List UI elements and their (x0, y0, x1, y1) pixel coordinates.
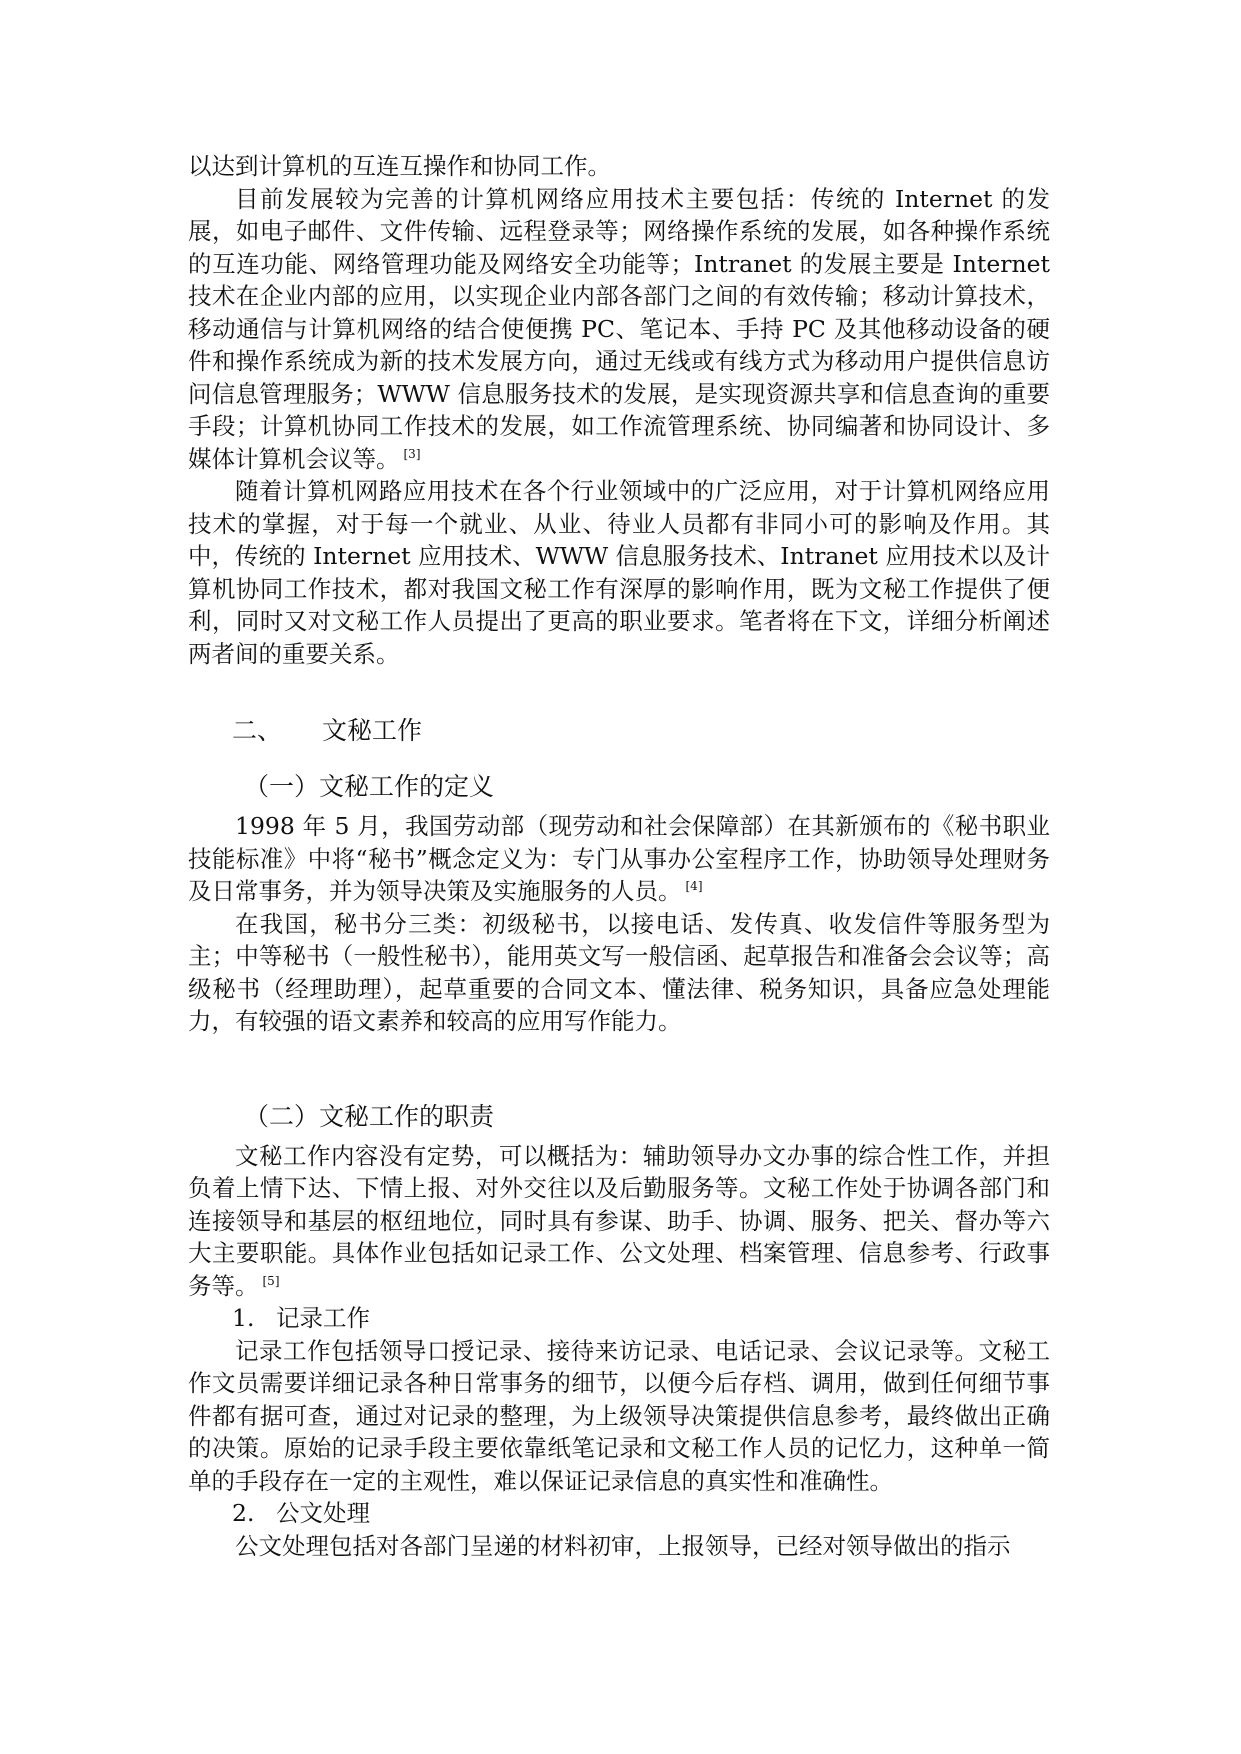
paragraph-recording: 记录工作包括领导口授记录、接待来访记录、电话记录、会议记录等。文秘工作文员需要详细记录各种日常事务的细节，以便今后存档、调用，做到任何细节事件都有据可查，通过对记录的整理，为上级领导决策提供信息参考，最终做出正确的决策。原始的记录手段主要依靠纸笔记录和文秘工作人员的记忆力，这种单一简单的手段存在一定的主观性，难以保证记录信息的真实性和准确性。 (188, 1336, 1050, 1495)
paragraph-documents: 公文处理包括对各部门呈递的材料初审，上报领导，已经对领导做出的指示 (235, 1531, 1011, 1560)
paragraph-text: 1998 年 5 月，我国劳动部（现劳动和社会保障部）在其新颁布的《秘书职业技能标准》中将“秘书”概念定义为：专门从事办公室程序工作，协助领导处理财务及日常事务，并为领导决策及实施服务的人员。 (188, 812, 1050, 905)
section-heading (188, 714, 1050, 748)
document-page (188, 150, 1050, 1562)
paragraph-intro-end: 以达到计算机的互连互操作和协同工作。 (188, 152, 611, 180)
paragraph-text: 文秘工作内容没有定势，可以概括为：辅助领导办文办事的综合性工作，并担负着上情下达、下情上报、对外交往以及后勤服务等。文秘工作处于协调各部门和连接领导和基层的枢纽地位，同时具有参谋、助手、协调、服务、把关、督办等六大主要职能。具体作业包括如记录工作、公文处理、档案管理、信息参考、行政事务等。 (188, 1141, 1050, 1300)
subsection-heading-definition: （一）文秘工作的定义 (244, 772, 495, 801)
list-item-number: 1. (232, 1304, 255, 1332)
list-item-title: 公文处理 (276, 1499, 370, 1527)
citation-ref: [4] (685, 879, 703, 894)
citation-ref: [5] (262, 1273, 280, 1288)
subsection-heading-duties: （二）文秘工作的职责 (244, 1101, 495, 1131)
paragraph-network-application: 随着计算机网路应用技术在各个行业领域中的广泛应用，对于计算机网络应用技术的掌握，对于每一个就业、从业、待业人员都有非同小可的影响及作用。其中，传统的 Internet 应用技术、WWW 信息服务技术、Intranet 应用技术以及计算机协同工作技术，都对我国文秘工作有深厚的影响作用，既为文秘工作提供了便利，同时又对文秘工作人员提出了更高的职业要求。笔者将在下文，详细分析阐述两者间的重要关系。 (188, 477, 1050, 668)
paragraph-network-tech (188, 183, 1050, 476)
list-item-number: 2. (232, 1499, 255, 1527)
section-title: 文秘工作 (322, 716, 423, 745)
list-item-title: 记录工作 (276, 1304, 370, 1332)
paragraph-duties (188, 1140, 1050, 1303)
paragraph-definition (188, 810, 1050, 908)
citation-ref: [3] (403, 446, 421, 461)
paragraph-text: 目前发展较为完善的计算机网络应用技术主要包括：传统的 Internet 的发展，如电子邮件、文件传输、远程登录等；网络操作系统的发展，如各种操作系统的互连功能、网络管理功能及网络安全功能等；Intranet 的发展主要是 Internet 技术在企业内部的应用，以实现企业内部各部门之间的有效传输；移动计算技术，移动通信与计算机网络的结合使便携 PC、笔记本、手持 PC 及其他移动设备的硬件和操作系统成为新的技术发展方向，通过无线或有线方式为移动用户提供信息访问信息管理服务；WWW 信息服务技术的发展，是实现资源共享和信息查询的重要手段；计算机协同工作技术的发展，如工作流管理系统、协同编著和协同设计、多媒体计算机会议等。 (188, 184, 1050, 473)
section-number: 二、 (232, 716, 283, 745)
list-item-documents (188, 1497, 1050, 1530)
list-item-recording (188, 1302, 1050, 1335)
paragraph-secretary-types: 在我国，秘书分三类：初级秘书，以接电话、发传真、收发信件等服务型为主；中等秘书（一般性秘书），能用英文写一般信函、起草报告和准备会会议等；高级秘书（经理助理），起草重要的合同文本、懂法律、税务知识，具备应急处理能力，有较强的语文素养和较高的应用写作能力。 (188, 909, 1050, 1035)
